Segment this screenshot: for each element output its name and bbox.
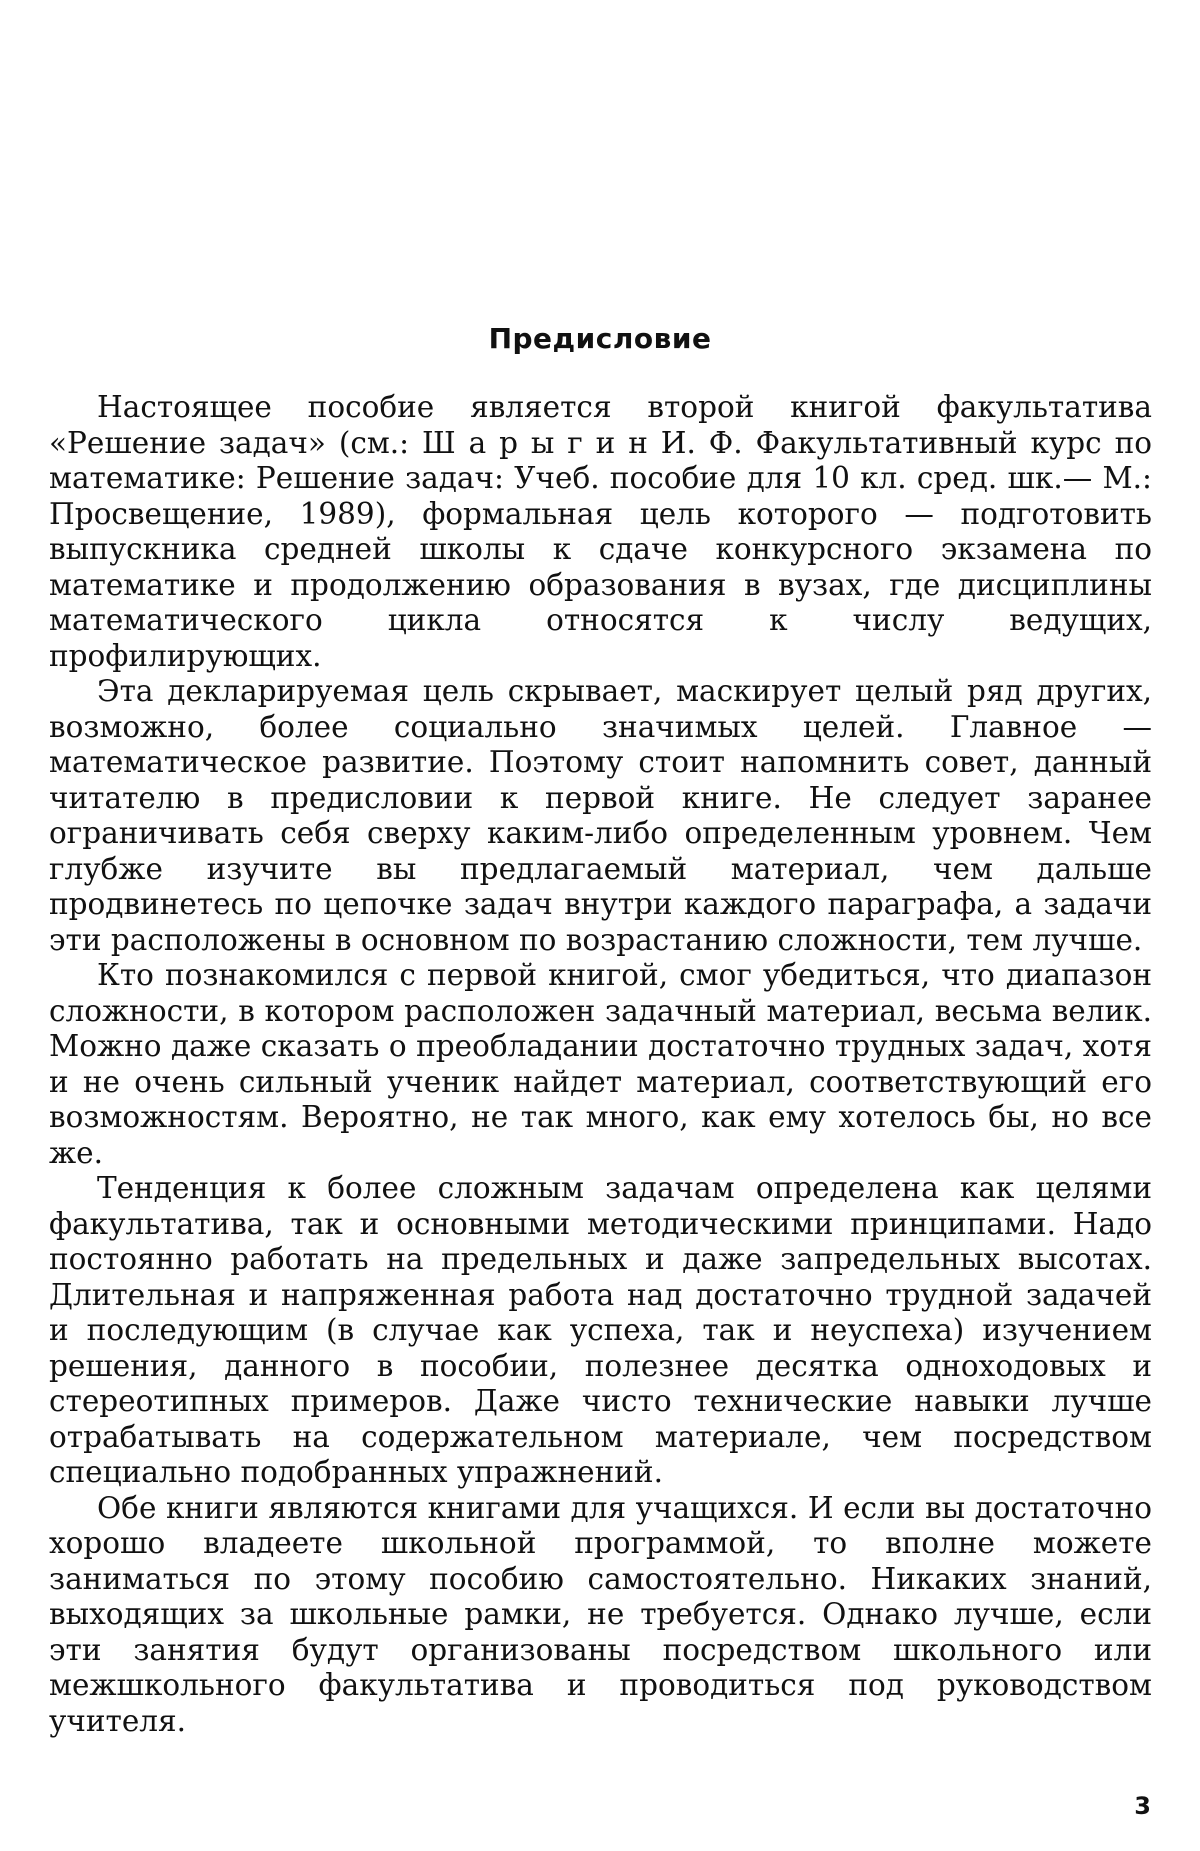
page-number: 3 bbox=[1134, 1792, 1151, 1820]
paragraph-3: Кто познакомился с первой книгой, смог убедиться, что диапазон сложности, в котором расположен задачный материал, весьма велик. Можно даже сказать о преобладании достаточно трудных задач, хотя и не очень сильный ученик найдет материал, соответствующий его возможностям. Вероятно, не так много, как ему хотелось бы, но все же. bbox=[49, 958, 1152, 1170]
paragraph-4: Тенденция к более сложным задачам определена как целями факультатива, так и основными методическими принципами. Надо постоянно работать на предельных и даже запредельных высотах. Длительная и напряженная работа над достаточно трудной задачей и последующим (в случае как успеха, так и неуспеха) изучением решения, данного в пособии, полезнее десятка одноходовых и стереотипных примеров. Даже чисто технические навыки лучше отрабатывать на содержательном материале, чем посредством специально подобранных упражнений. bbox=[49, 1171, 1152, 1489]
page-title: Предисловие bbox=[488, 322, 712, 355]
paragraph-1: Настоящее пособие является второй книгой факультатива «Решение задач» (см.: Ш а р ы г и н И. Ф. Факультативный курс по математике: Решение задач: Учеб. пособие для 10 кл. сред. шк.— М.: Просвещение, 1989), формальная цель которого — подготовить выпускника средней школы к сдаче конкурсного экзамена по математике и продолжению образования в вузах, где дисциплины математического цикла относятся к числу ведущих, профилирующих. bbox=[49, 390, 1152, 673]
preface-text bbox=[49, 390, 1152, 1739]
paragraph-2: Эта декларируемая цель скрывает, маскирует целый ряд других, возможно, более социально значимых целей. Главное — математическое развитие. Поэтому стоит напомнить совет, данный читателю в предисловии к первой книге. Не следует заранее ограничивать себя сверху каким-либо определенным уровнем. Чем глубже изучите вы предлагаемый материал, чем дальше продвинетесь по цепочке задач внутри каждого параграфа, а задачи эти расположены в основном по возрастанию сложности, тем лучше. bbox=[49, 674, 1152, 957]
paragraph-5: Обе книги являются книгами для учащихся. И если вы достаточно хорошо владеете школьной программой, то вполне можете заниматься по этому пособию самостоятельно. Никаких знаний, выходящих за школьные рамки, не требуется. Однако лучше, если эти занятия будут организованы посредством школьного или межшкольного факультатива и проводиться под руководством учителя. bbox=[49, 1490, 1152, 1738]
